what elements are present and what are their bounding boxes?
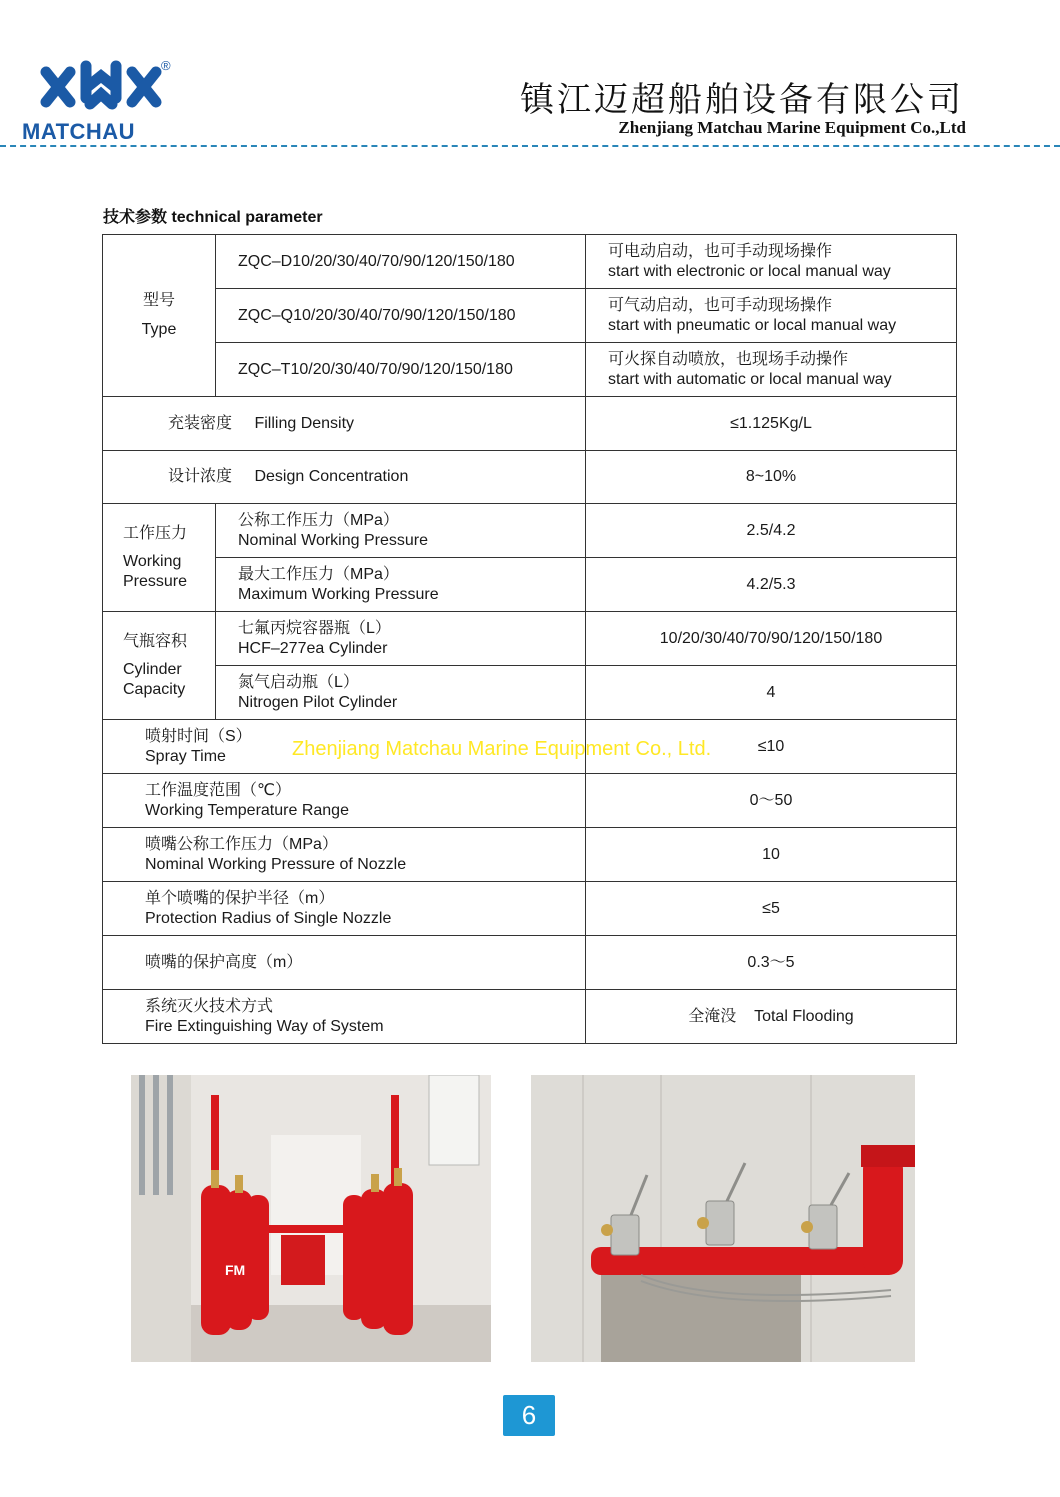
protection-radius-cn: 单个喷嘴的保护半径（m） — [145, 889, 335, 907]
table-row — [103, 451, 957, 504]
filling-density-cn: 充装密度 — [168, 414, 233, 432]
maximum-pressure-cn: 最大工作压力（MPa） — [238, 565, 399, 583]
page-header — [0, 0, 1060, 160]
cylinder-capacity-en: Capacity — [123, 680, 186, 698]
company-name-en: Zhenjiang Matchau Marine Equipment Co.,Ltd — [618, 118, 966, 137]
nominal-pressure-cn: 公称工作压力（MPa） — [238, 511, 399, 529]
extinguishing-way-cn: 系统灭火技术方式 — [145, 997, 274, 1015]
nitrogen-cylinder-value: 4 — [586, 666, 957, 720]
extinguishing-way-label — [103, 990, 586, 1044]
nozzle-pressure-en: Nominal Working Pressure of Nozzle — [145, 855, 407, 873]
type-desc-en: start with automatic or local manual way — [608, 370, 892, 388]
design-concentration-en: Design Concentration — [254, 468, 409, 485]
nitrogen-cylinder-cn: 氮气启动瓶（L） — [238, 673, 359, 691]
protection-radius-value: ≤5 — [586, 882, 957, 936]
table-row — [103, 397, 957, 451]
filling-density-value: ≤1.125Kg/L — [586, 397, 957, 451]
cylinder-room-illustration — [131, 1075, 491, 1362]
extinguishing-way-value: 全淹没 Total Flooding — [586, 990, 957, 1044]
table-row — [103, 882, 957, 936]
table-row — [103, 828, 957, 882]
nozzle-pressure-cn: 喷嘴公称工作压力（MPa） — [145, 835, 338, 853]
table-row — [103, 990, 957, 1044]
maximum-pressure-value: 4.2/5.3 — [586, 558, 957, 612]
nitrogen-cylinder-en: Nitrogen Pilot Cylinder — [238, 693, 398, 711]
working-pressure-en: Working — [123, 552, 182, 570]
extinguishing-way-en: Fire Extinguishing Way of System — [145, 1017, 384, 1035]
spray-time-value: ≤10 — [586, 720, 957, 774]
type-label-cell — [103, 235, 216, 397]
temperature-range-cn: 工作温度范围（℃） — [145, 781, 291, 799]
type-desc-cn: 可气动启动，也可手动现场操作 — [608, 296, 833, 314]
table-row — [103, 289, 957, 343]
hcf-cylinder-en: HCF–277ea Cylinder — [238, 639, 388, 657]
nominal-pressure-en: Nominal Working Pressure — [238, 531, 428, 549]
table-row — [103, 504, 957, 558]
design-concentration-value: 8~10% — [586, 451, 957, 504]
design-concentration-label — [103, 451, 586, 504]
nozzle-pressure-label — [103, 828, 586, 882]
nominal-pressure-label — [216, 504, 586, 558]
temperature-range-value: 0～50 — [586, 774, 957, 828]
table-row — [103, 612, 957, 666]
type-desc-cn: 可火探自动喷放，也现场手动操作 — [608, 350, 849, 368]
watermark-text: Zhenjiang Matchau Marine Equipment Co., Ltd. — [292, 738, 712, 760]
header-divider — [0, 145, 1060, 147]
table-row — [103, 558, 957, 612]
protection-height-label — [103, 936, 586, 990]
cylinder-capacity-en: Cylinder — [123, 660, 182, 678]
temperature-range-en: Working Temperature Range — [145, 801, 349, 819]
table-row — [103, 666, 957, 720]
working-pressure-label — [103, 504, 216, 612]
logo-text: MATCHAU — [22, 119, 136, 144]
hcf-cylinder-value: 10/20/30/40/70/90/120/150/180 — [586, 612, 957, 666]
nozzle-pressure-value: 10 — [586, 828, 957, 882]
protection-radius-label — [103, 882, 586, 936]
table-row — [103, 343, 957, 397]
type-label-en: Type — [141, 321, 177, 338]
parameter-table — [102, 234, 957, 1044]
type-desc-cell — [586, 289, 957, 343]
valve-manifold-illustration — [531, 1075, 915, 1362]
company-name-cn: 镇江迈超船舶设备有限公司 — [520, 80, 964, 120]
valve-manifold-photo — [531, 1075, 915, 1362]
hcf-cylinder-cn: 七氟丙烷容器瓶（L） — [238, 619, 391, 637]
protection-radius-en: Protection Radius of Single Nozzle — [145, 909, 392, 927]
cylinder-label: FM — [225, 1262, 246, 1278]
spray-time-en: Spray Time — [145, 747, 226, 765]
temperature-range-label — [103, 774, 586, 828]
hcf-cylinder-label — [216, 612, 586, 666]
type-model: ZQC–T10/20/30/40/70/90/120/150/180 — [216, 343, 586, 397]
design-concentration-cn: 设计浓度 — [168, 468, 233, 485]
registered-mark: ® — [161, 58, 171, 73]
type-model: ZQC–D10/20/30/40/70/90/120/150/180 — [216, 235, 586, 289]
working-pressure-cn: 工作压力 — [123, 524, 188, 542]
maximum-pressure-label — [216, 558, 586, 612]
working-pressure-en: Pressure — [123, 572, 188, 590]
spray-time-cn: 喷射时间（S） — [145, 727, 252, 745]
type-desc-en: start with electronic or local manual way — [608, 262, 891, 280]
cylinder-capacity-label — [103, 612, 216, 720]
type-model: ZQC–Q10/20/30/40/70/90/120/150/180 — [216, 289, 586, 343]
protection-height-cn: 喷嘴的保护高度（m） — [145, 953, 303, 971]
maximum-pressure-en: Maximum Working Pressure — [238, 585, 439, 603]
cylinder-room-photo — [131, 1075, 491, 1362]
type-desc-cell — [586, 235, 957, 289]
table-row — [103, 235, 957, 289]
type-desc-cn: 可电动启动，也可手动现场操作 — [608, 242, 833, 260]
filling-density-label — [103, 397, 586, 451]
type-desc-cell — [586, 343, 957, 397]
nominal-pressure-value: 2.5/4.2 — [586, 504, 957, 558]
table-row — [103, 936, 957, 990]
filling-density-en: Filling Density — [254, 414, 355, 432]
nitrogen-cylinder-label — [216, 666, 586, 720]
cylinder-capacity-cn: 气瓶容积 — [123, 632, 188, 650]
table-row — [103, 774, 957, 828]
section-title: 技术参数 technical parameter — [103, 209, 323, 226]
type-label-cn: 型号 — [142, 292, 175, 309]
page-number-badge: 6 — [503, 1395, 555, 1436]
protection-height-value: 0.3～5 — [586, 936, 957, 990]
matchau-logo-icon — [36, 58, 166, 126]
type-desc-en: start with pneumatic or local manual way — [608, 316, 897, 334]
